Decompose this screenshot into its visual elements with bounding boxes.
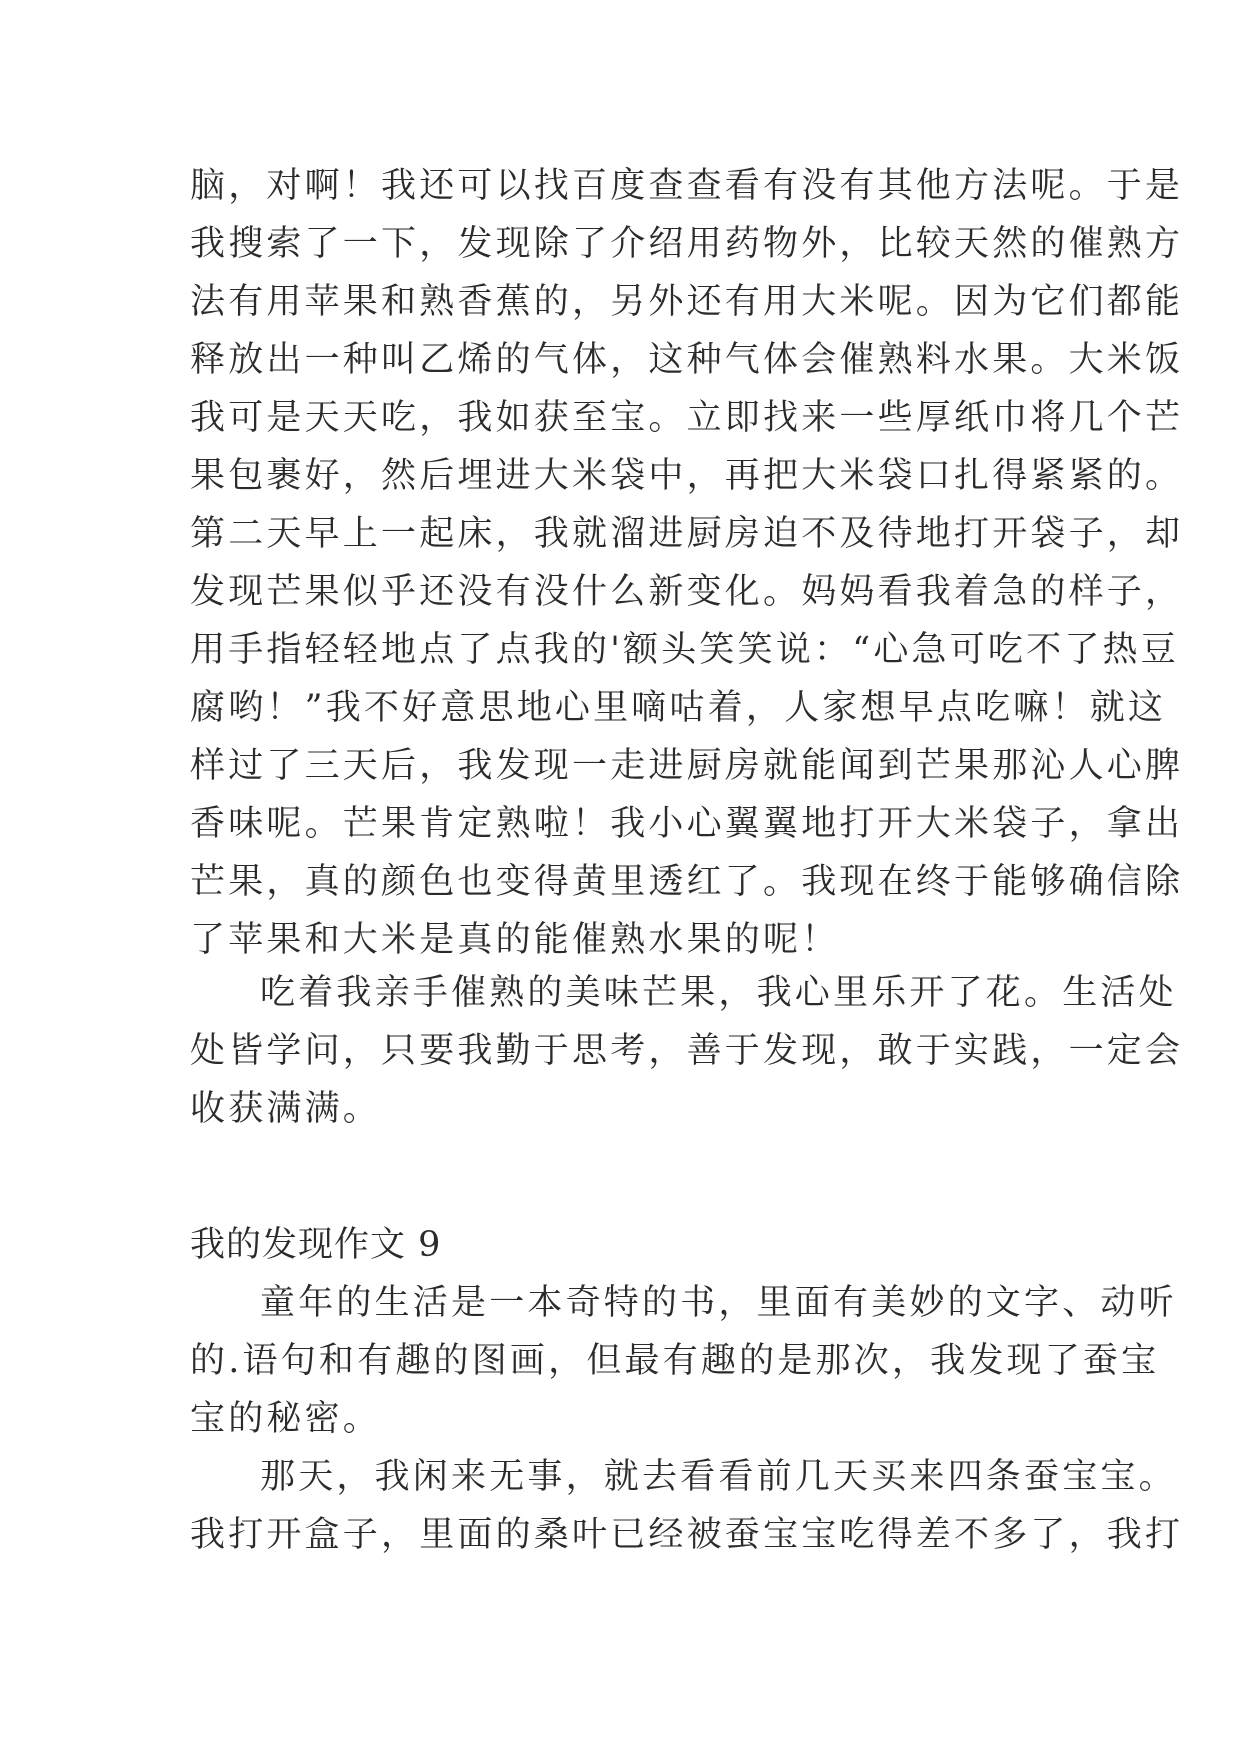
text-line: 脑，对啊！我还可以找百度查查看有没有其他方法呢。于是 — [190, 166, 1184, 206]
text-line: 吃着我亲手催熟的美味芒果，我心里乐开了花。生活处 — [260, 973, 1177, 1013]
text-line: 释放出一种叫乙烯的气体，这种气体会催熟料水果。大米饭 — [190, 340, 1184, 380]
text-line: 处皆学问，只要我勤于思考，善于发现，敢于实践，一定会 — [190, 1031, 1184, 1071]
text-line: 果包裹好，然后埋进大米袋中，再把大米袋口扎得紧紧的。 — [190, 456, 1184, 496]
text-line: 的.语句和有趣的图画，但最有趣的是那次，我发现了蚕宝 — [190, 1341, 1160, 1381]
text-line: 用手指轻轻地点了点我的'额头笑笑说：“心急可吃不了热豆 — [190, 630, 1179, 670]
paragraph-continued — [190, 157, 1184, 969]
section-title: 我的发现作文 9 — [190, 1225, 442, 1265]
text-line: 了苹果和大米是真的能催熟水果的呢！ — [190, 920, 840, 960]
text-line: 我搜索了一下，发现除了介绍用药物外，比较天然的催熟方 — [190, 224, 1184, 264]
text-line: 腐哟！”我不好意思地心里嘀咕着，人家想早点吃嘛！就这 — [190, 688, 1167, 728]
text-line: 收获满满。 — [190, 1089, 382, 1129]
text-line: 香味呢。芒果肯定熟啦！我小心翼翼地打开大米袋子，拿出 — [190, 804, 1184, 844]
text-line: 我可是天天吃，我如获至宝。立即找来一些厚纸巾将几个芒 — [190, 398, 1184, 438]
text-line: 样过了三天后，我发现一走进厨房就能闻到芒果那沁人心脾 — [190, 746, 1184, 786]
text-line: 法有用苹果和熟香蕉的，另外还有用大米呢。因为它们都能 — [190, 282, 1184, 322]
text-line: 第二天早上一起床，我就溜进厨房迫不及待地打开袋子，却 — [190, 514, 1184, 554]
essay-section — [190, 1216, 1184, 1564]
text-line: 我打开盒子，里面的桑叶已经被蚕宝宝吃得差不多了，我打 — [190, 1515, 1184, 1555]
text-line: 宝的秘密。 — [190, 1399, 382, 1439]
text-line: 那天，我闲来无事，就去看看前几天买来四条蚕宝宝。 — [260, 1457, 1177, 1497]
text-line: 童年的生活是一本奇特的书，里面有美妙的文字、动听 — [260, 1283, 1177, 1323]
paragraph-conclusion — [190, 964, 1184, 1138]
text-line: 芒果，真的颜色也变得黄里透红了。我现在终于能够确信除 — [190, 862, 1184, 902]
text-line: 发现芒果似乎还没有没什么新变化。妈妈看我着急的样子， — [190, 572, 1184, 612]
